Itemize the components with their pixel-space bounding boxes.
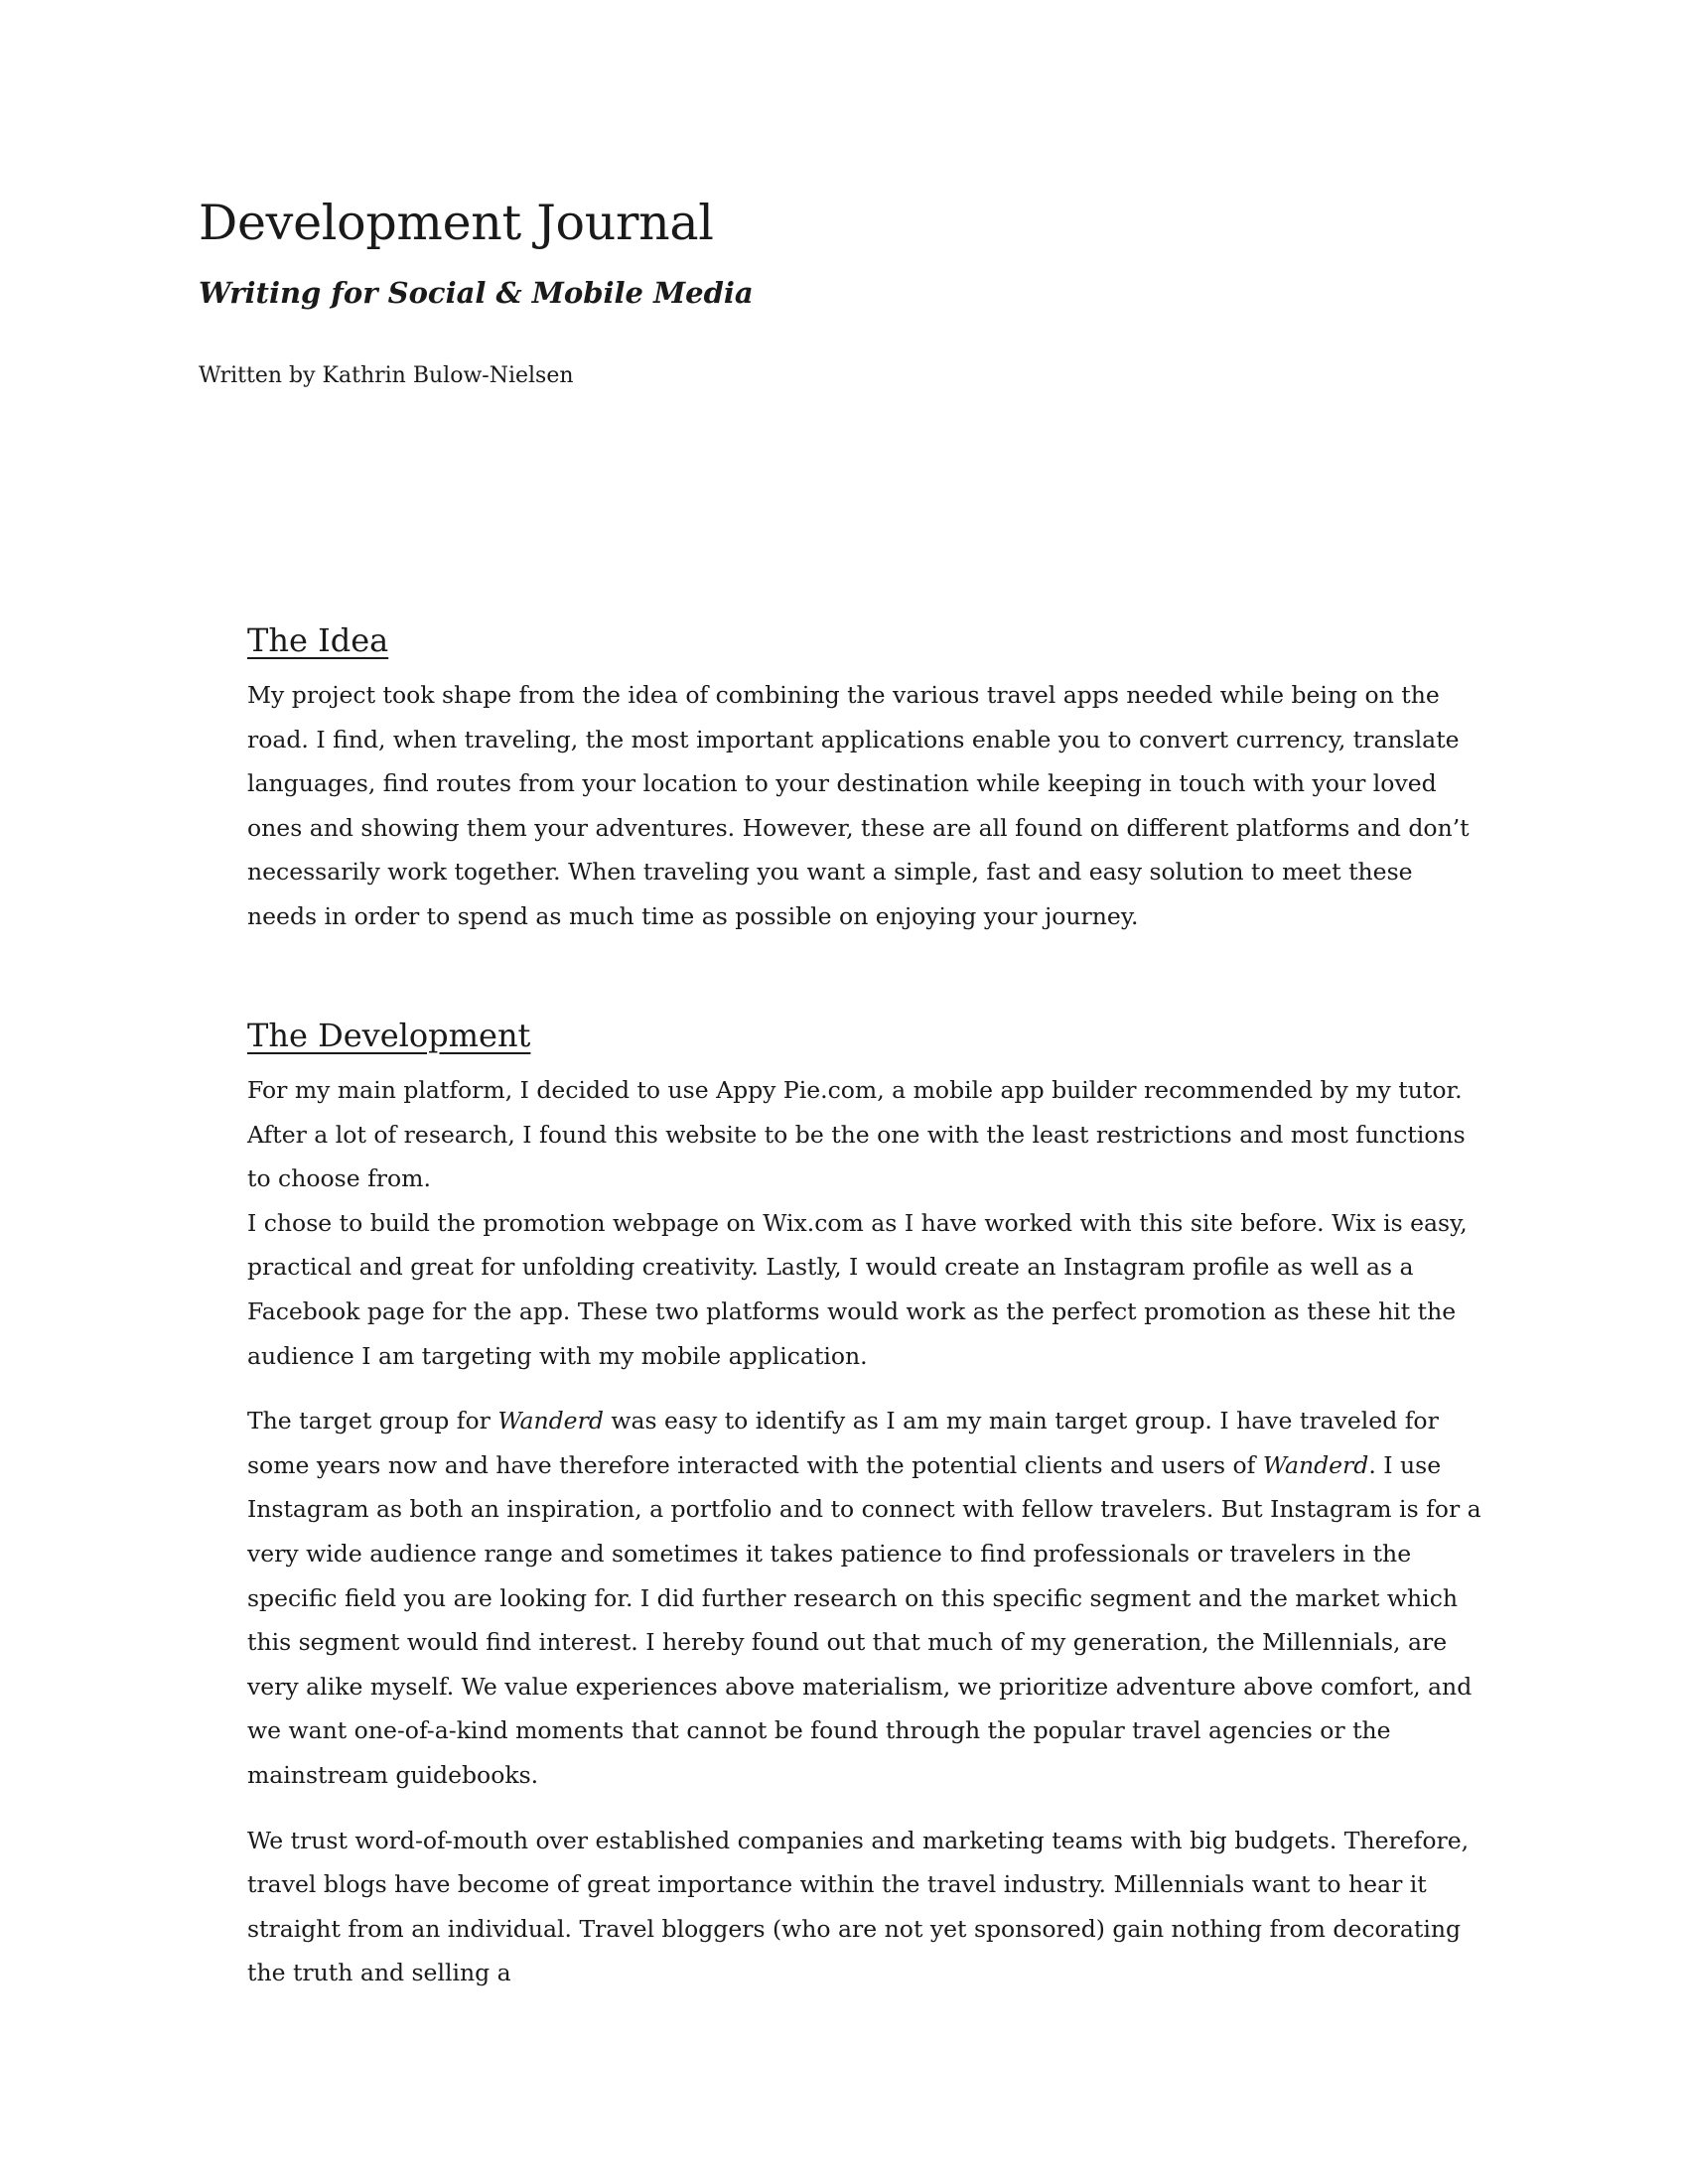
section-body-development [247,1068,1483,1995]
page-title: Development Journal [199,195,714,251]
section-heading-idea: The Idea [247,621,389,659]
development-paragraph-1: For my main platform, I decided to use Appy Pie.com, a mobile app builder recommended by my tutor. After a lot of research, I found this website to be the one with the least restrictions and most functions to choose from. [247,1076,1466,1193]
section-heading-development: The Development [247,1017,531,1054]
paragraph-3-text-c: . I use Instagram as both an inspiration, a portfolio and to connect with fellow travelers. But Instagram is for a very wide audience range and sometimes it takes patience to find professionals or travelers in the specific field you are looking for. I did further research on this specific segment and the market which this segment would find interest. I hereby found out that much of my generation, the Millennials, are very alike myself. We value experiences above materialism, we prioritize adventure above comfort, and we want one-of-a-kind moments that cannot be found through the popular travel agencies or the mainstream guidebooks. [247,1450,1481,1789]
idea-paragraph: My project took shape from the idea of combining the various travel apps needed while being on the road. I find, when traveling, the most important applications enable you to convert currency, translate languages, find routes from your location to your destination while keeping in touch with your loved ones and showing them your adventures. However, these are all found on different platforms and don’t necessarily work together. When traveling you want a simple, fast and easy solution to meet these needs in order to spend as much time as possible on enjoying your journey. [247,681,1470,930]
author-line: Written by Kathrin Bulow-Nielsen [199,363,574,388]
development-paragraph-3 [247,1399,1483,1797]
app-name: Wanderd [497,1407,604,1435]
paragraph-3-text-a: The target group for [247,1407,498,1435]
page-subtitle: Writing for Social & Mobile Media [199,276,754,310]
development-paragraph-4: We trust word-of-mouth over established companies and marketing teams with big budgets. Therefore, travel blogs have become of great importance within the travel industry. Millennials want to hear it straight from an individual. Travel bloggers (who are not yet sponsored) gain nothing from decorating the truth and selling a [247,1826,1470,1987]
paragraph-3-text-b: was easy to identify as I am my main target group. I have traveled for some years now and have therefore interacted with the potential clients and users of [247,1407,1439,1479]
development-paragraph-2: I chose to build the promotion webpage on Wix.com as I have worked with this site before. Wix is easy, practical and great for unfolding creativity. Lastly, I would create an Instagram profile as well as a Facebook page for the app. These two platforms would work as the perfect promotion as these hit the audience I am targeting with my mobile application. [247,1208,1468,1370]
section-body-idea [247,673,1483,939]
app-name: Wanderd [1262,1450,1369,1479]
